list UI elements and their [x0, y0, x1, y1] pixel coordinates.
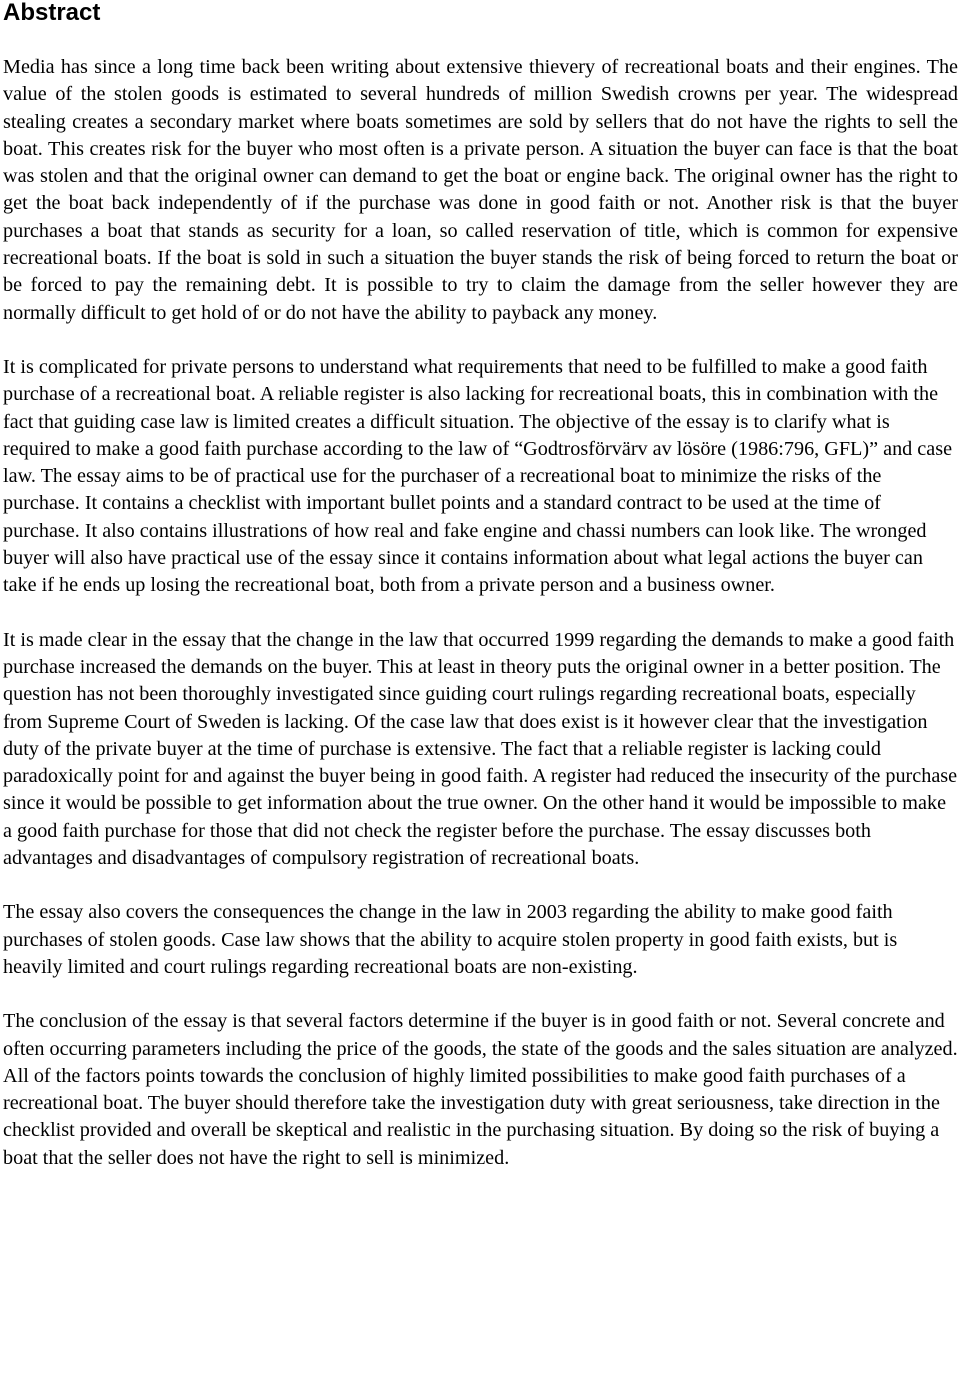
abstract-paragraph-3: It is made clear in the essay that the change in the law that occurred 1999 regarding the demands to make a good faith purchase increased the demands on the buyer. This at least in theory puts the original owner in a better position. The question has not been thoroughly investigated since guiding court rulings regarding recreational boats, especially from Supreme Court of Sweden is lacking. Of the case law that does exist is it however clear that the investigation duty of the private buyer at the time of purchase is extensive. The fact that a reliable register is lacking could paradoxically point for and against the buyer being in good faith. A register had reduced the insecurity of the purchase since it would be possible to get information about the true owner. On the other hand it would be impossible to make a good faith purchase for those that did not check the register before the purchase. The essay discusses both advantages and disadvantages of compulsory registration of recreational boats. [3, 628, 958, 870]
abstract-paragraph-5: The conclusion of the essay is that several factors determine if the buyer is in good faith or not. Several concrete and often occurring parameters including the price of the goods, the state of the goods and the sales situation are analyzed. All of the factors points towards the conclusion of highly limited possibilities to make good faith purchases of a recreational boat. The buyer should therefore take the investigation duty with great seriousness, take direction in the checklist provided and overall be skeptical and realistic in the purchasing situation. By doing so the risk of buying a boat that the seller does not have the right to sell is minimized. [3, 1010, 958, 1169]
abstract-paragraph-4: The essay also covers the consequences the change in the law in 2003 regarding the ability to make good faith purchases of stolen goods. Case law shows that the ability to acquire stolen property in good faith exists, but is heavily limited and court rulings regarding recreational boats are non-existing. [3, 901, 898, 978]
document-page [3, 0, 958, 1172]
abstract-paragraph-2: It is complicated for private persons to understand what requirements that need to be fulfilled to make a good faith purchase of a recreational boat. A reliable register is also lacking for recreational boats, this in combination with the fact that guiding case law is limited creates a difficult situation. The objective of the essay is to clarify what is required to make a good faith purchase according to the law of “Godtrosförvärv av lösöre (1986:796, GFL)” and case law. The essay aims to be of practical use for the purchaser of a recreational boat to minimize the risks of the purchase. It contains a checklist with important bullet points and a standard contract to be used at the time of purchase. It also contains illustrations of how real and fake engine and chassi numbers can look like. The wronged buyer will also have practical use of the essay since it contains information about what legal actions the buyer can take if he ends up losing the recreational boat, both from a private person and a business owner. [3, 355, 953, 597]
abstract-heading: Abstract [3, 0, 101, 26]
abstract-paragraph-1: Media has since a long time back been writing about extensive thievery of recreational boats and their engines. The value of the stolen goods is estimated to several hundreds of million Swedish crowns per year. The widespread stealing creates a secondary market where boats sometimes are sold by sellers that do not have the rights to sell the boat. This creates risk for the buyer who most often is a private person. A situation the buyer can face is that the boat was stolen and that the original owner can demand to get the boat or engine back. The original owner has the right to get the boat back independently of if the purchase was done in good faith or not. Another risk is that the buyer purchases a boat that stands as security for a loan, so called reservation of title, which is common for expensive recreational boats. If the boat is sold in such a situation the buyer stands the risk of being forced to return the boat or be forced to pay the remaining debt. It is possible to try to claim the damage from the seller however they are normally difficult to get hold of or do not have the ability to payback any money. [3, 56, 958, 324]
